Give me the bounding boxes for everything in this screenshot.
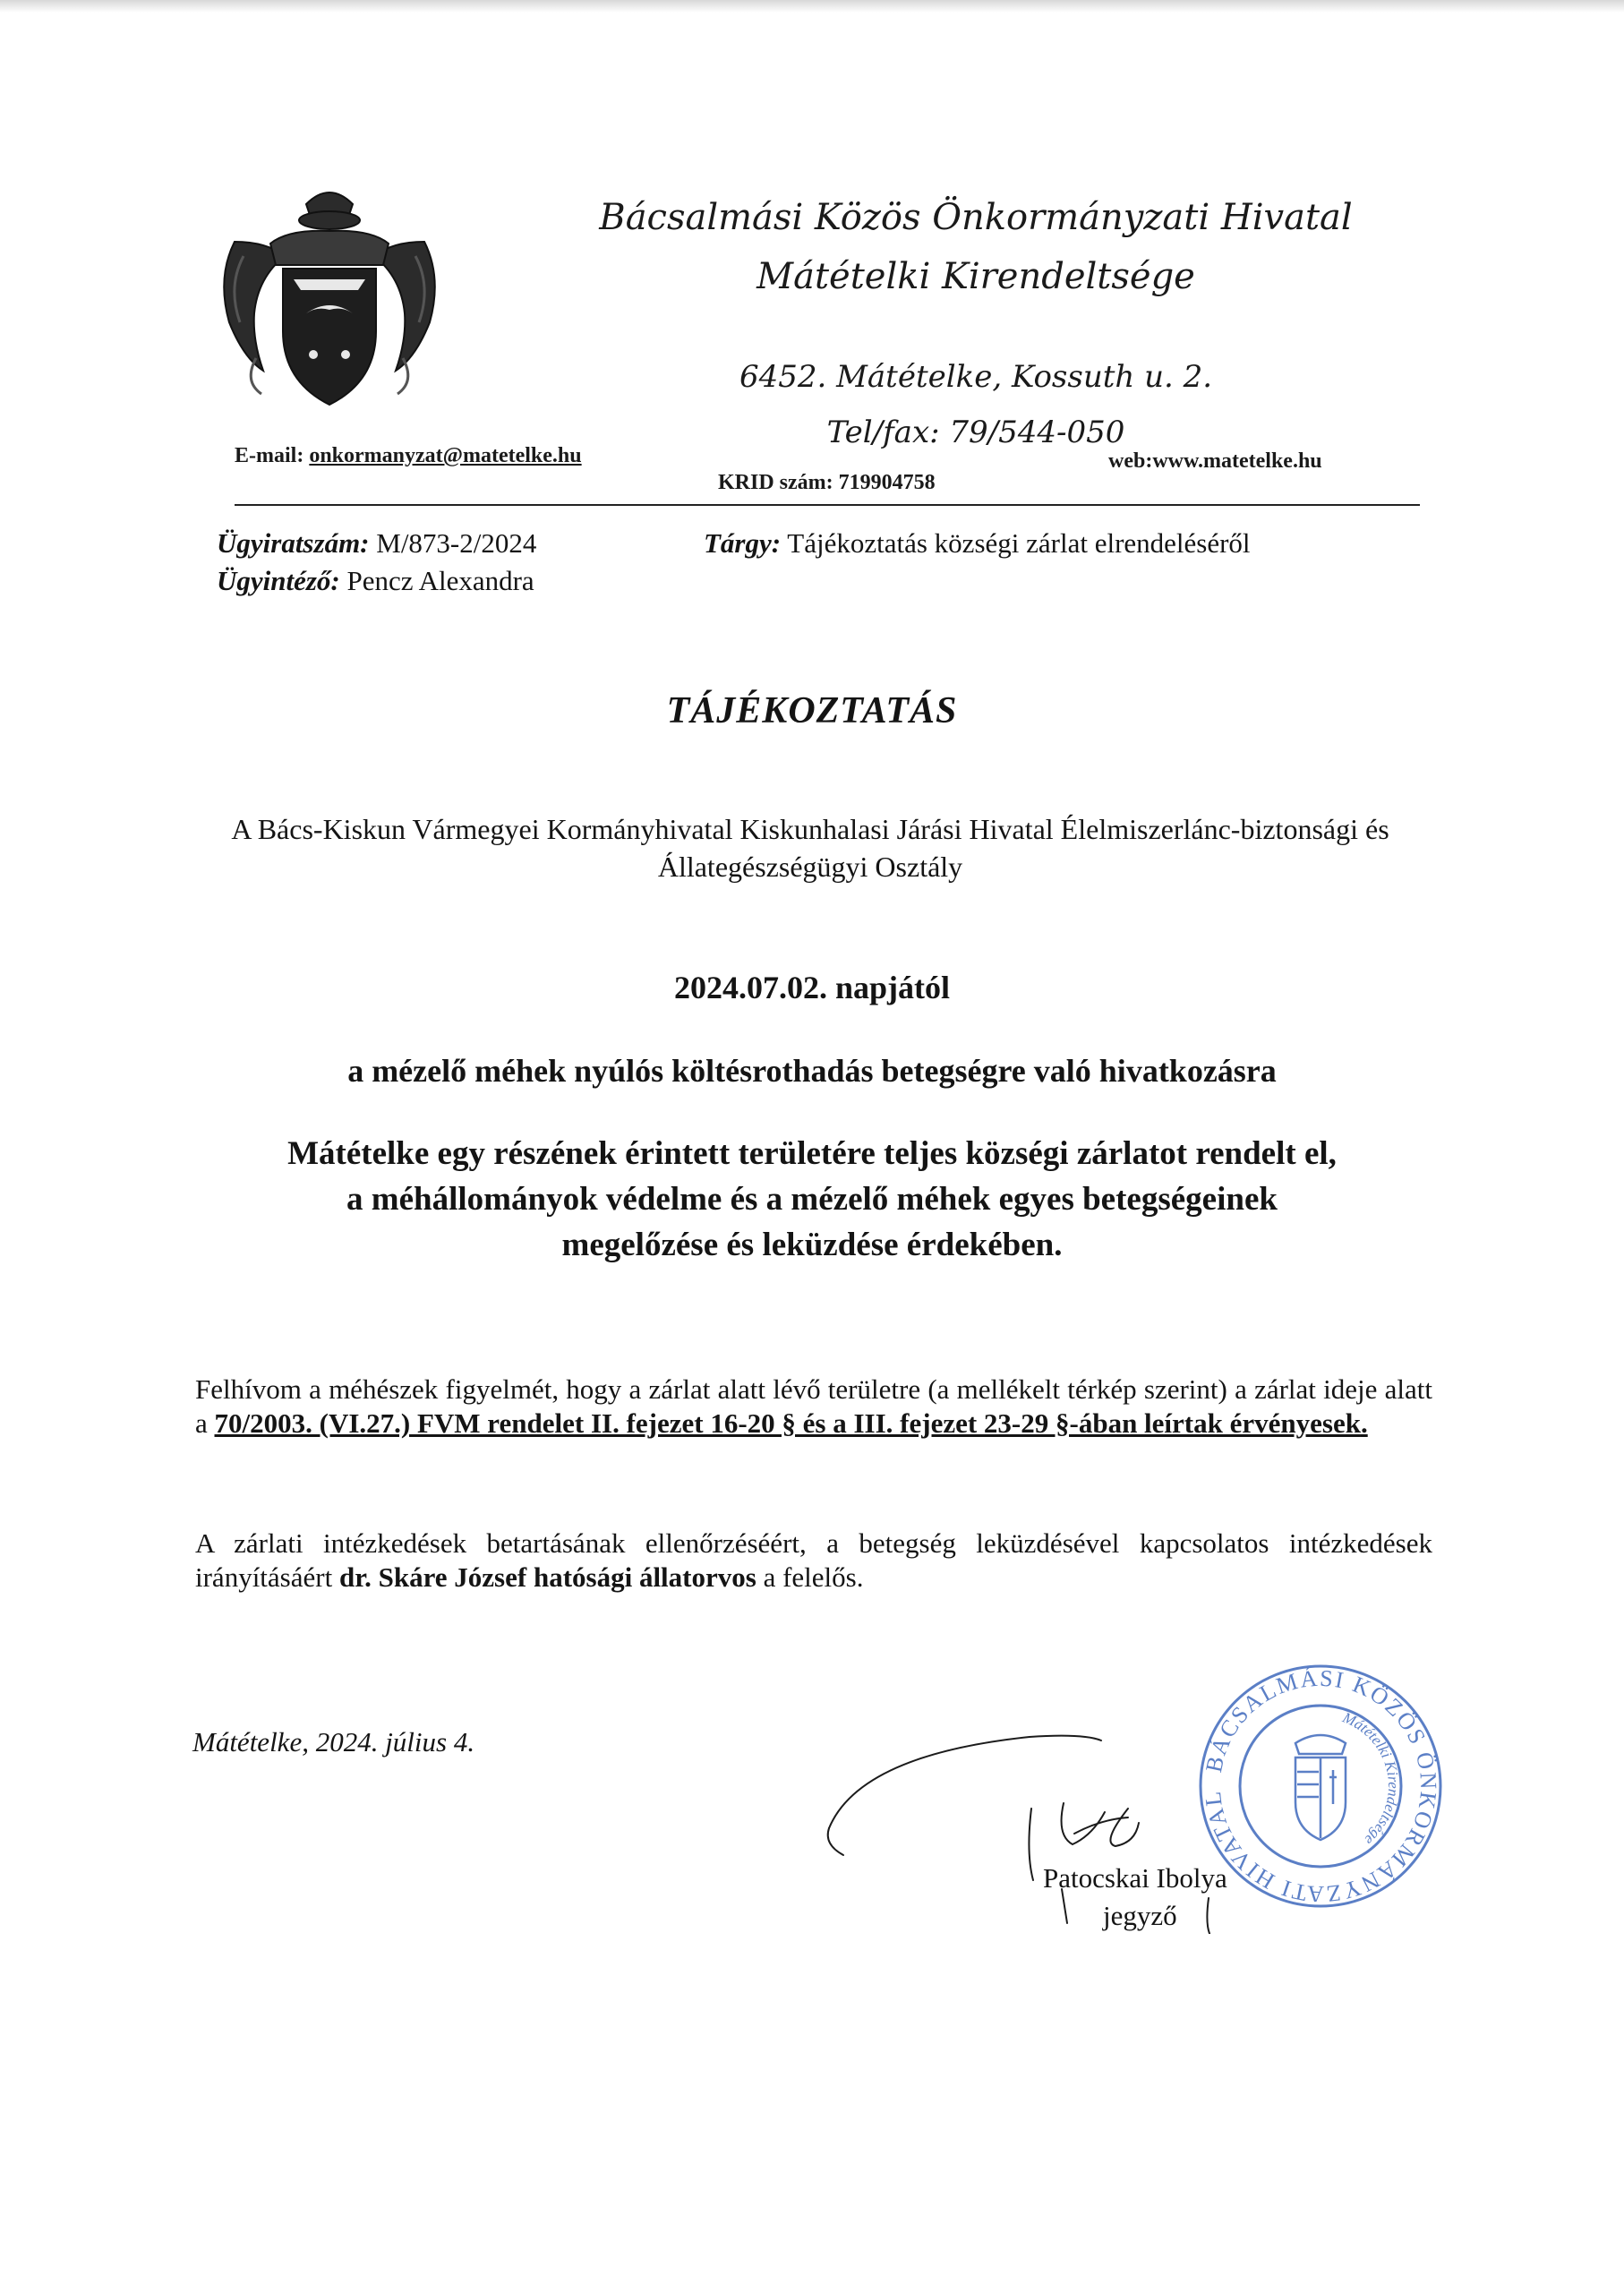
- coat-of-arms-icon: [208, 179, 451, 421]
- email-label: E-mail:: [235, 444, 304, 467]
- krid-number: KRID szám: 719904758: [718, 471, 936, 494]
- email-link[interactable]: onkormanyzat@matetelke.hu: [309, 444, 582, 467]
- phone-fax: Tel/fax: 79/544-050: [826, 415, 1125, 450]
- paragraph-text: Felhívom a méhészek figyelmét, hogy a zárlat alatt lévő területre (a mellékelt térkép szerint) a zárlat ideje alatt a: [195, 1373, 1432, 1439]
- office-name-line1: Bácsalmási Közös Önkormányzati Hivatal: [599, 197, 1353, 238]
- subject-value: Tájékoztatás községi zárlat elrendeléséről: [787, 527, 1251, 559]
- case-number-label: Ügyiratszám:: [217, 527, 370, 559]
- paragraph-end: .: [1360, 1407, 1368, 1439]
- scan-edge: [0, 0, 1624, 13]
- seal-outer-text: BÁCSALMÁSI KÖZÖS ÖNKORMÁNYZATI HIVATAL: [1199, 1664, 1442, 1908]
- beekeeper-notice-paragraph: [195, 1373, 1432, 1441]
- signer-name: Patocskai Ibolya: [1043, 1862, 1227, 1894]
- web-link[interactable]: web:www.matetelke.hu: [1108, 449, 1322, 473]
- decision-line: a méhállományok védelme és a mézelő méhek egyes betegségeinek: [346, 1181, 1278, 1218]
- svg-text:Mátételki Kirendeltsége: [1339, 1708, 1402, 1849]
- case-officer: [217, 562, 534, 600]
- decision-line: Mátételke egy részének érintett területére teljes községi zárlatot rendelt el,: [287, 1135, 1337, 1172]
- postal-address: 6452. Mátételke, Kossuth u. 2.: [739, 359, 1213, 395]
- email-line: [235, 444, 582, 468]
- case-number: [217, 525, 536, 562]
- office-address: [573, 349, 1379, 460]
- closure-reason: a mézelő méhek nyúlós költésrothadás betegségre való hivatkozásra: [347, 1053, 1277, 1089]
- office-name: [573, 188, 1379, 306]
- case-number-value: M/873-2/2024: [376, 527, 537, 559]
- decision-line: megelőzése és leküzdése érdekében.: [561, 1227, 1063, 1263]
- signer-role: jegyző: [1103, 1900, 1177, 1931]
- seal-inner-text: Mátételki Kirendeltsége: [1339, 1708, 1403, 1849]
- header-divider: [235, 504, 1420, 506]
- paragraph-end: a felelős.: [756, 1561, 864, 1593]
- responsibility-paragraph: [195, 1527, 1432, 1595]
- regulation-reference: 70/2003. (VI.27.) FVM rendelet II. fejezet 16-20 § és a III. fejezet 23-29 §-ában leírtak érvényesek: [214, 1407, 1361, 1439]
- office-name-line2: Mátételki Kirendeltsége: [756, 256, 1195, 297]
- document-title: TÁJÉKOZTATÁS: [666, 690, 958, 731]
- case-officer-value: Pencz Alexandra: [346, 565, 534, 596]
- place-and-date: Mátételke, 2024. július 4.: [192, 1726, 475, 1757]
- closure-decision: [179, 1131, 1445, 1268]
- subject: [704, 525, 1251, 562]
- issuing-authority: A Bács-Kiskun Vármegyei Kormányhivatal Kiskunhalasi Járási Hivatal Élelmiszerlánc-biztonsági és Állategészségügyi Osztály: [231, 813, 1389, 883]
- case-officer-label: Ügyintéző:: [217, 565, 340, 596]
- responsible-vet: dr. Skáre József hatósági állatorvos: [338, 1561, 756, 1593]
- effective-date: 2024.07.02. napjától: [673, 970, 951, 1005]
- subject-label: Tárgy:: [704, 527, 782, 559]
- paragraph-text: A zárlati intézkedések betartásának ellenőrzéséért, a betegség leküzdésével kapcsolatos intézkedések irányításáért: [195, 1527, 1432, 1593]
- official-seal: [1195, 1661, 1446, 1911]
